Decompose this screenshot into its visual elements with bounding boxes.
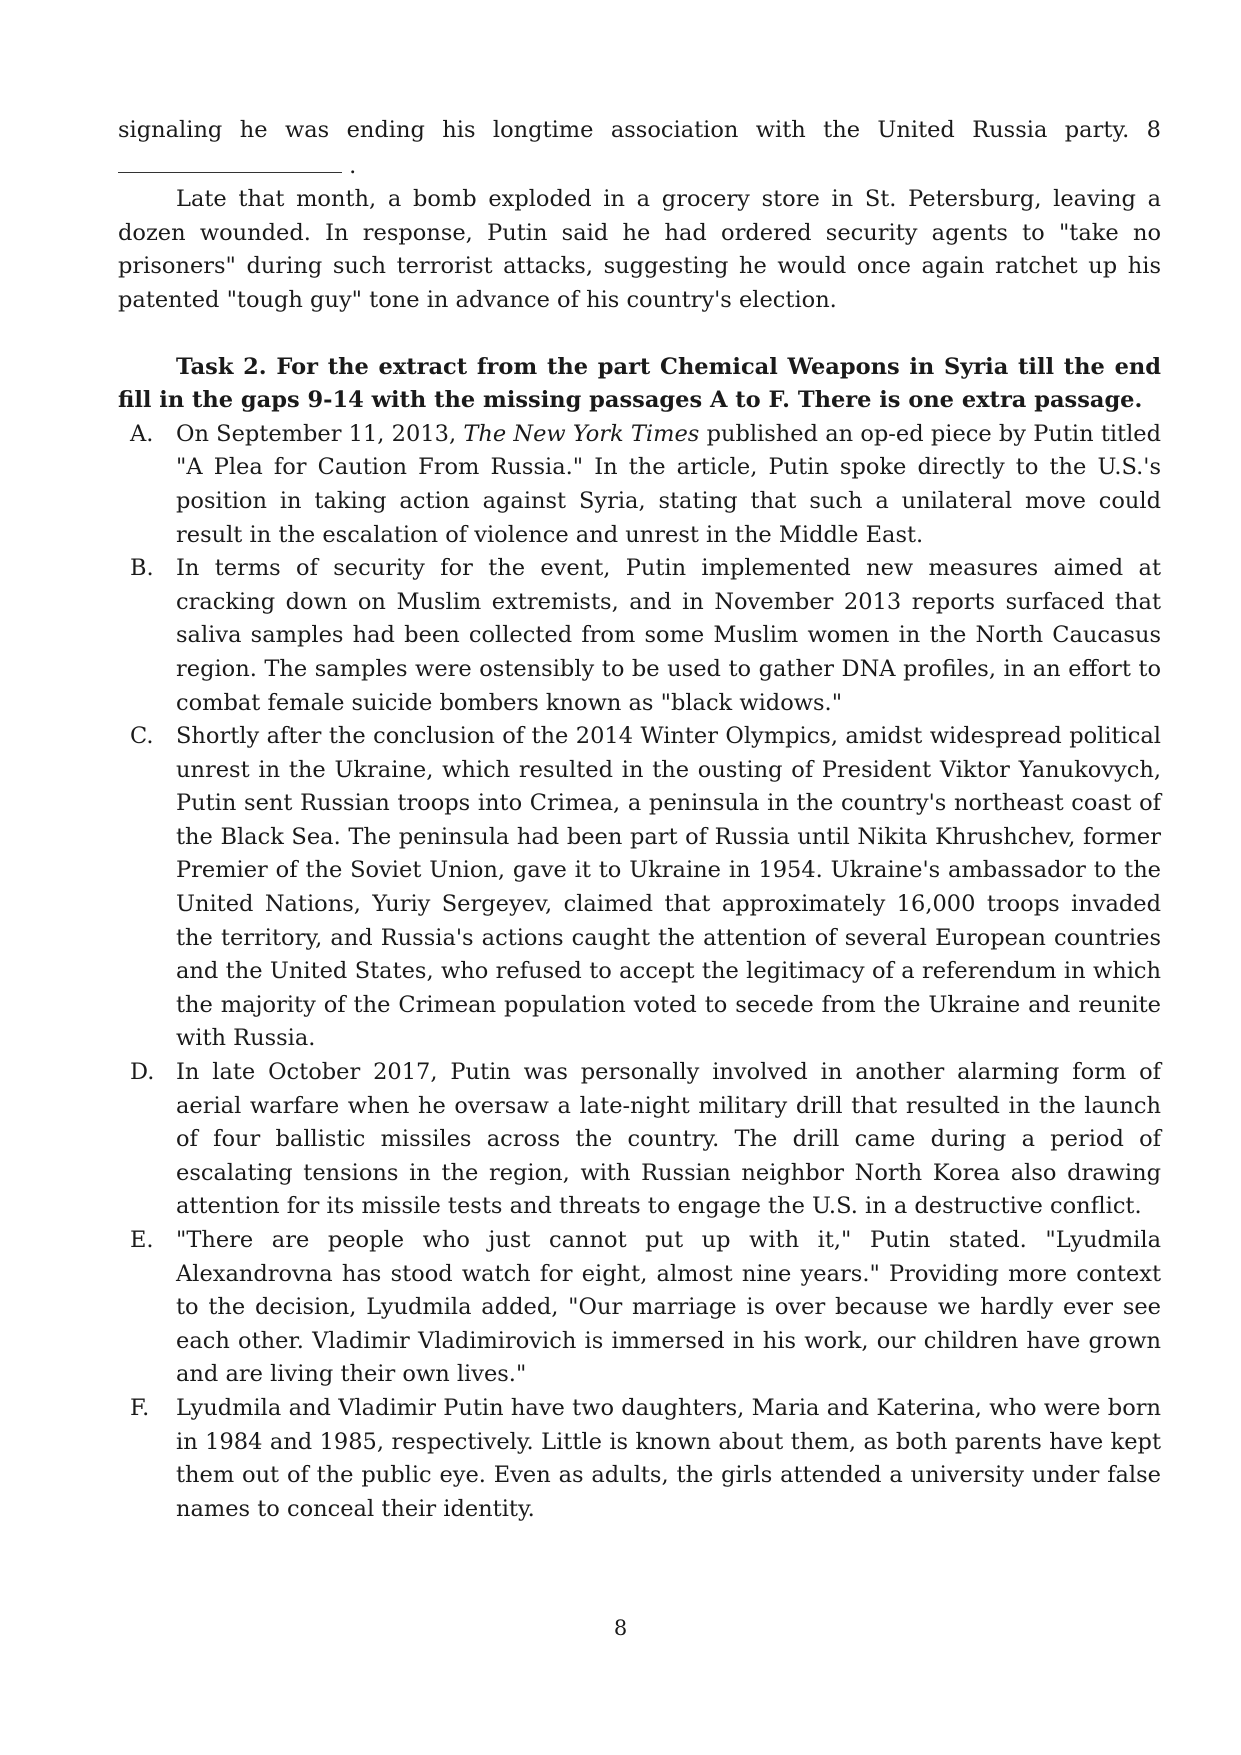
- passage-letter: C.: [130, 723, 154, 750]
- passage-letter: B.: [130, 555, 154, 582]
- passage-letter: F.: [130, 1394, 150, 1421]
- paragraph-continuation: signaling he was ending his longtime association with the United Russia party. 8: [118, 117, 1161, 143]
- passage-c: [118, 720, 1161, 1056]
- passage-f-text: Lyudmila and Vladimir Putin have two daughters, Maria and Katerina, who were born in 1984 and 1985, respectively. Little is known about them, as both parents have kept them out of the public eye. Even as adults, the girls attended a university under false names to conceal their identity.: [176, 1394, 1161, 1522]
- passage-b-text: In terms of security for the event, Putin implemented new measures aimed at cracking down on Muslim extremists, and in November 2013 reports surfaced that saliva samples had been collected from some Muslim women in the North Caucasus region. The samples were ostensibly to be used to gather DNA profiles, in an effort to combat female suicide bombers known as "black widows.": [176, 555, 1161, 716]
- gap-8-line: [118, 148, 1161, 184]
- paragraph-bomb: Late that month, a bomb exploded in a grocery store in St. Petersburg, leaving a dozen wounded. In response, Putin said he had ordered security agents to "take no prisoners" during such terrorist attacks, suggesting he would once again ratchet up his patented "tough guy" tone in advance of his country's election.: [118, 186, 1161, 313]
- passage-letter: A.: [130, 420, 154, 447]
- passage-d-text: In late October 2017, Putin was personally involved in another alarming form of aerial warfare when he oversaw a late-night military drill that resulted in the launch of four ballistic missiles across the country. The drill came during a period of escalating tensions in the region, with Russian neighbor North Korea also drawing attention for its missile tests and threats to engage the U.S. in a destructive conflict.: [176, 1059, 1161, 1220]
- answer-gap-8: [118, 148, 342, 173]
- passage-a: [118, 418, 1161, 552]
- task-2-instructions: Task 2. For the extract from the part Chemical Weapons in Syria till the end fill in the gaps 9-14 with the missing passages A to F. There is one extra passage.: [118, 353, 1161, 414]
- passage-f: [118, 1392, 1161, 1526]
- passage-letter: D.: [130, 1059, 155, 1086]
- passage-list: [118, 418, 1161, 1527]
- passage-letter: E.: [130, 1227, 154, 1253]
- passage-a-text-end: published an op-ed piece by Putin titled "A Plea for Caution From Russia." In the article, Putin spoke directly to the U.S.'s position in taking action against Syria, stating that such a unilateral move could result in the escalation of violence and unrest in the Middle East.: [176, 420, 1162, 548]
- gap-8-period: .: [349, 152, 357, 179]
- page-number: 8: [613, 1616, 628, 1640]
- passage-e-text: "There are people who just cannot put up with it," Putin stated. "Lyudmila Alexandrovna has stood watch for eight, almost nine years." Providing more context to the decision, Lyudmila added, "Our marriage is over because we hardly ever see each other. Vladimir Vladimirovich is immersed in his work, our children have grown and are living their own lives.": [176, 1227, 1161, 1388]
- newspaper-title: The New York Times: [463, 420, 700, 447]
- passage-d: [118, 1056, 1161, 1224]
- passage-b: [118, 552, 1161, 720]
- passage-a-text-start: On September 11, 2013,: [176, 420, 457, 447]
- passage-e: [118, 1224, 1161, 1392]
- passage-c-text: Shortly after the conclusion of the 2014 Winter Olympics, amidst widespread political unrest in the Ukraine, which resulted in the ousting of President Viktor Yanukovych, Putin sent Russian troops into Crimea, a peninsula in the country's northeast coast of the Black Sea. The peninsula had been part of Russia until Nikita Khrushchev, former Premier of the Soviet Union, gave it to Ukraine in 1954. Ukraine's ambassador to the United Nations, Yuriy Sergeyev, claimed that approximately 16,000 troops invaded the territory, and Russia's actions caught the attention of several European countries and the United States, who refused to accept the legitimacy of a referendum in which the majority of the Crimean population voted to secede from the Ukraine and reunite with Russia.: [176, 723, 1161, 1052]
